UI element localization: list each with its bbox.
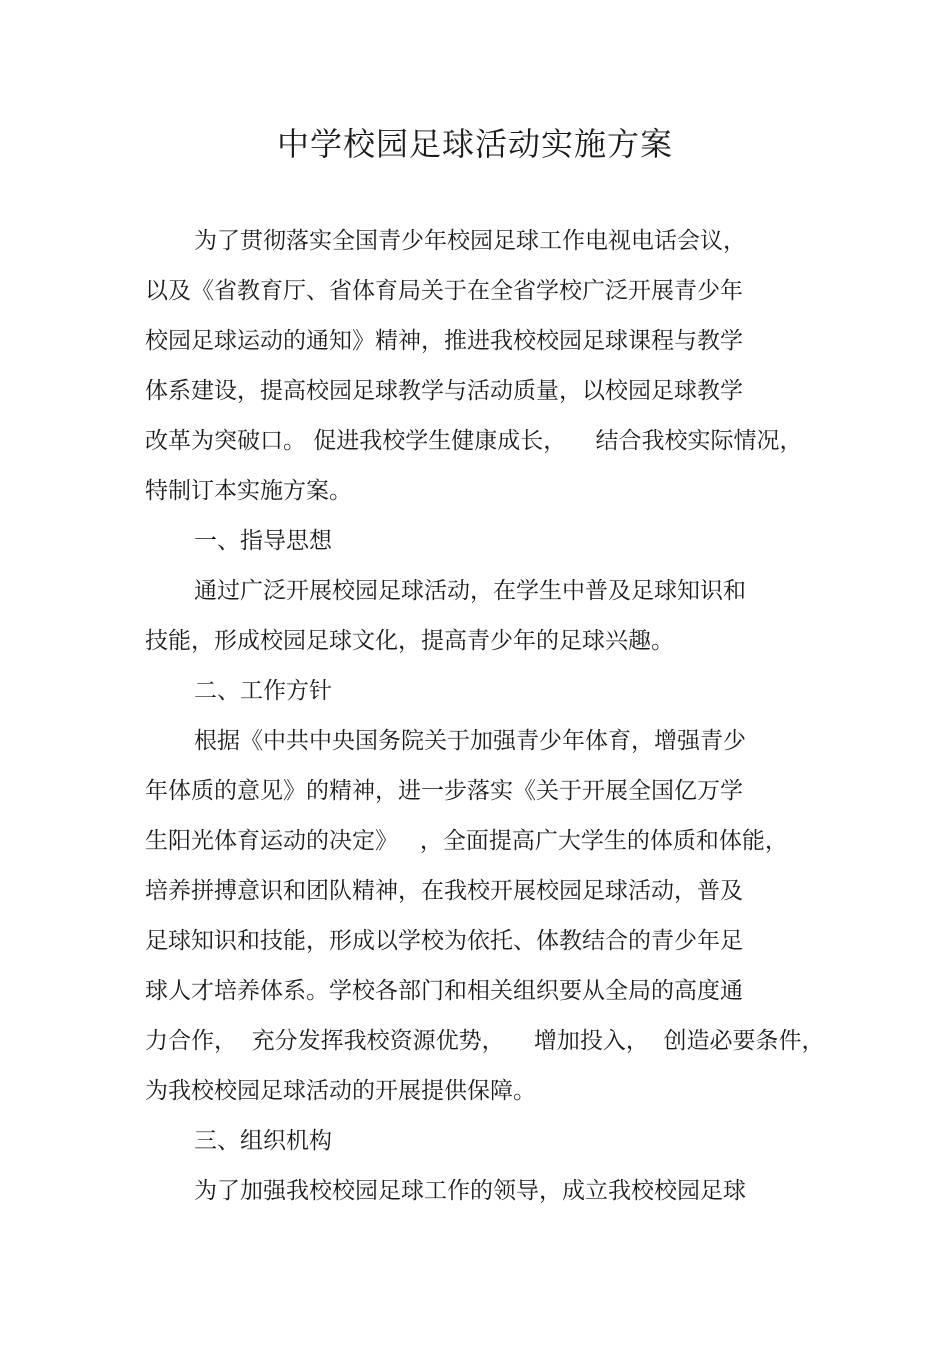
paragraph-line: 以及《省教育厅、省体育局关于在全省学校广泛开展青少年 xyxy=(145,278,743,304)
section-heading: 一、指导思想 xyxy=(194,528,332,554)
paragraph-line: 为了加强我校校园足球工作的领导，成立我校校园足球 xyxy=(194,1178,746,1204)
paragraph-line: 校园足球运动的通知》精神，推进我校校园足球课程与教学 xyxy=(145,328,743,354)
document-title: 中学校园足球活动实施方案 xyxy=(276,125,673,163)
paragraph-line: 改革为突破口。 促进我校学生健康成长， 结合我校实际情况， xyxy=(145,428,803,454)
paragraph-line: 球人才培养体系。学校各部门和相关组织要从全局的高度通 xyxy=(145,978,743,1004)
paragraph-line: 为了贯彻落实全国青少年校园足球工作电视电话会议， xyxy=(194,228,746,254)
section-heading: 二、工作方针 xyxy=(194,678,332,704)
paragraph-line: 通过广泛开展校园足球活动，在学生中普及足球知识和 xyxy=(194,578,746,604)
paragraph-line: 生阳光体育运动的决定》 ，全面提高广大学生的体质和体能， xyxy=(145,828,788,854)
paragraph-line: 培养拼搏意识和团队精神，在我校开展校园足球活动，普及 xyxy=(145,878,743,904)
paragraph-line: 足球知识和技能，形成以学校为依托、体教结合的青少年足 xyxy=(145,928,743,954)
section-heading: 三、组织机构 xyxy=(194,1128,332,1154)
paragraph-line: 特制订本实施方案。 xyxy=(145,478,352,504)
paragraph-line: 为我校校园足球活动的开展提供保障。 xyxy=(145,1078,536,1104)
paragraph-line: 体系建设，提高校园足球教学与活动质量，以校园足球教学 xyxy=(145,378,743,404)
paragraph-line: 根据《中共中央国务院关于加强青少年体育，增强青少 xyxy=(194,728,746,754)
paragraph-line: 力合作， 充分发挥我校资源优势， 增加投入， 创造必要条件， xyxy=(145,1028,825,1054)
paragraph-line: 年体质的意见》的精神，进一步落实《关于开展全国亿万学 xyxy=(145,778,743,804)
paragraph-line: 技能，形成校园足球文化，提高青少年的足球兴趣。 xyxy=(145,628,674,654)
